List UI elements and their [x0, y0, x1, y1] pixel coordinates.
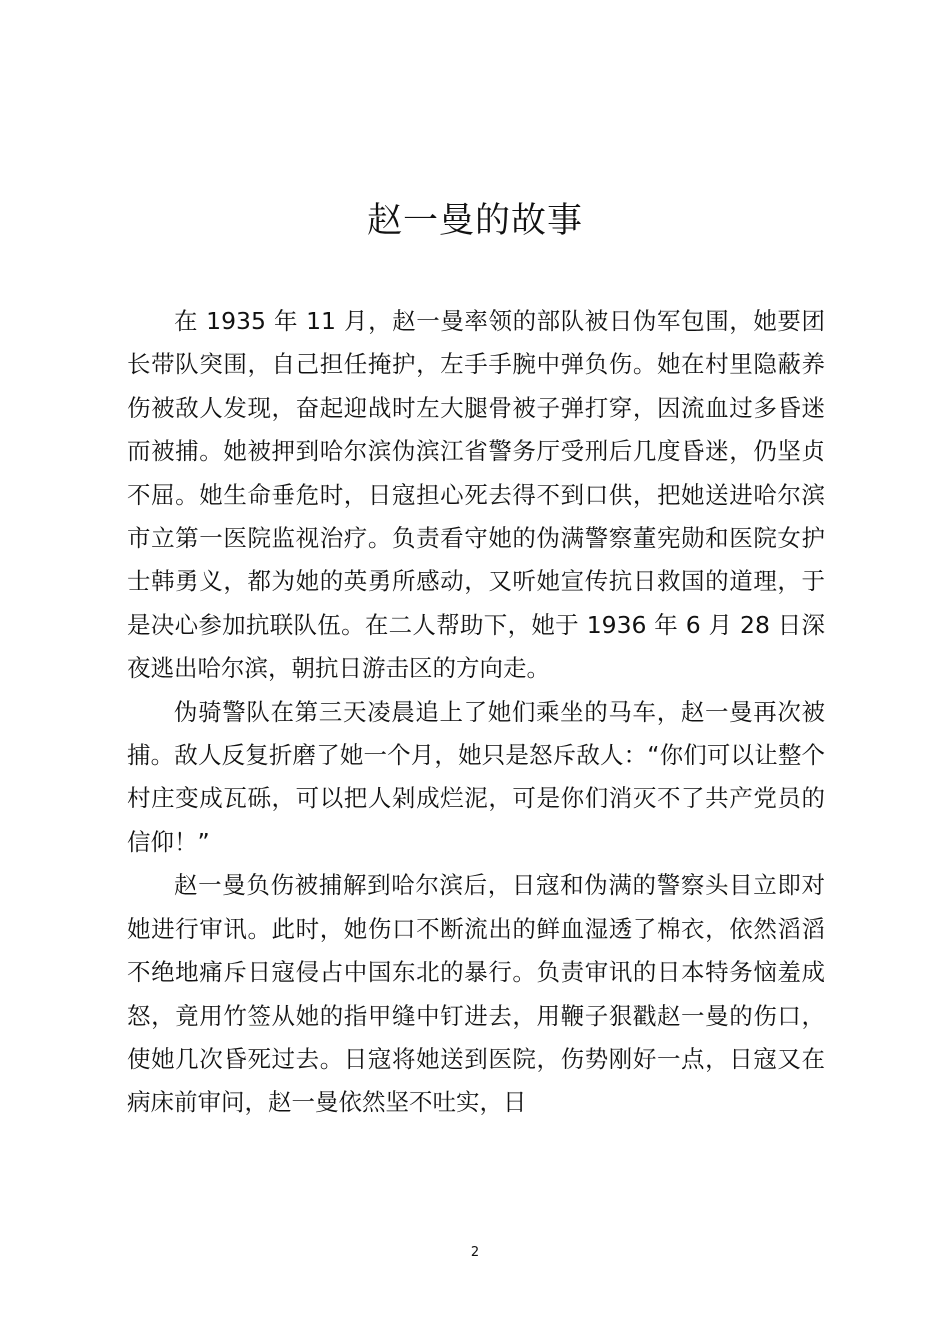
document-body: [127, 300, 825, 1125]
document-title: 赵一曼的故事: [366, 201, 583, 241]
page-number: 2: [470, 1245, 480, 1260]
paragraph: 伪骑警队在第三天凌晨追上了她们乘坐的马车，赵一曼再次被捕。敌人反复折磨了她一个月，她只是怒斥敌人：“你们可以让整个村庄变成瓦砾，可以把人剁成烂泥，可是你们消灭不了共产党员的信仰！”: [127, 697, 825, 856]
paragraph: 赵一曼负伤被捕解到哈尔滨后，日寇和伪满的警察头目立即对她进行审讯。此时，她伤口不断流出的鲜血湿透了棉衣，依然滔滔不绝地痛斥日寇侵占中国东北的暴行。负责审讯的日本特务恼羞成怒，竟用竹签从她的指甲缝中钉进去，用鞭子狠戳赵一曼的伤口，使她几次昏死过去。日寇将她送到医院，伤势刚好一点，日寇又在病床前审问，赵一曼依然坚不吐实，日: [127, 871, 825, 1117]
paragraph: 在 1935 年 11 月，赵一曼率领的部队被日伪军包围，她要团长带队突围，自己担任掩护，左手手腕中弹负伤。她在村里隐蔽养伤被敌人发现，奋起迎战时左大腿骨被子弹打穿，因流血过多昏迷而被捕。她被押到哈尔滨伪滨江省警务厅受刑后几度昏迷，仍坚贞不屈。她生命垂危时，日寇担心死去得不到口供，把她送进哈尔滨市立第一医院监视治疗。负责看守她的伪满警察董宪勋和医院女护士韩勇义，都为她的英勇所感动，又听她宣传抗日救国的道理，于是决心参加抗联队伍。在二人帮助下，她于 1936 年 6 月 28 日深夜逃出哈尔滨，朝抗日游击区的方向走。: [127, 307, 825, 683]
